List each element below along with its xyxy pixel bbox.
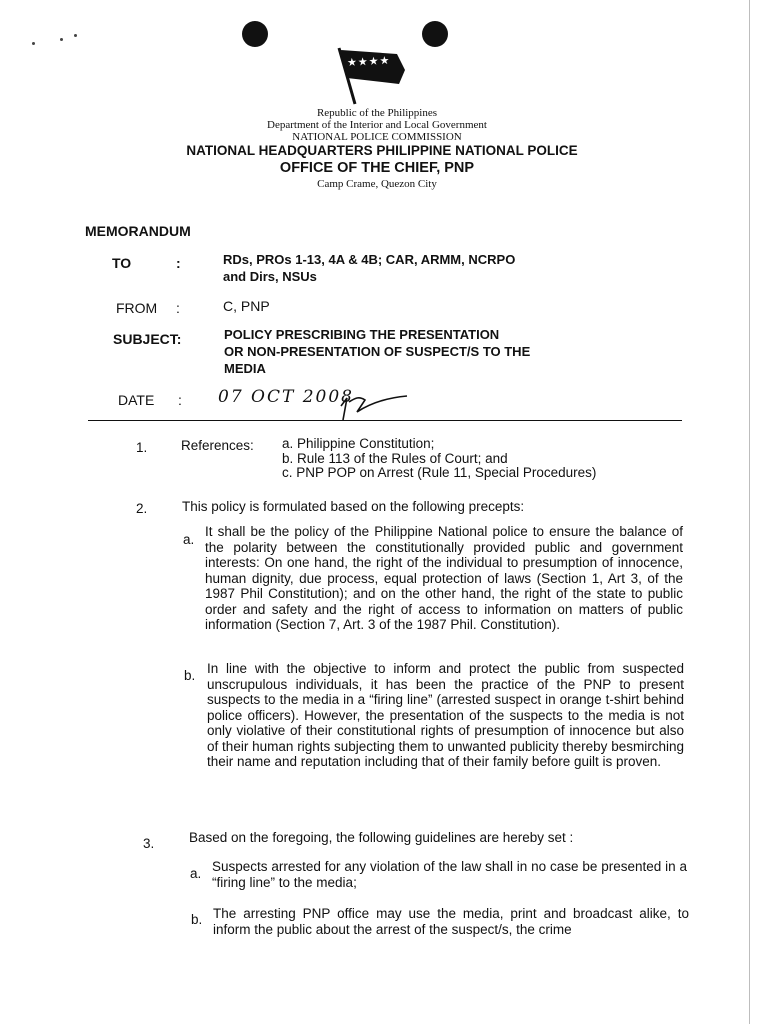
scan-speck	[60, 38, 63, 41]
date-value-handwritten: 07 OCT 2008	[218, 387, 354, 407]
subject-line-1: POLICY PRESCRIBING THE PRESENTATION	[224, 327, 500, 342]
header-location: Camp Crame, Quezon City	[317, 178, 437, 190]
to-line-2: and Dirs, NSUs	[223, 269, 317, 284]
reference-a: a. Philippine Constitution;	[282, 436, 435, 451]
flag-stars: ★★★★	[346, 54, 391, 70]
para-2b-text: In line with the objective to inform and protect the public from suspected unscrupulous individuals, it has been the practice of the PNP to present suspects to the media in a “firing line” (arrested suspect in orange t-shirt behind police officers). However, the presentation of the suspects to the media is not only violative of their constitutional rights of presumption of innocence but also of their human rights subjecting them to unwanted publicity thereby besmirching their name and reputation including that of their family before guilt is proven.	[207, 661, 684, 769]
header-office: OFFICE OF THE CHIEF, PNP	[279, 160, 475, 176]
reference-c: c. PNP POP on Arrest (Rule 11, Special Procedures)	[282, 465, 597, 480]
from-separator: :	[176, 300, 180, 316]
para-1-number: 1.	[136, 440, 148, 455]
header-hq: NATIONAL HEADQUARTERS PHILIPPINE NATIONAL POLICE	[186, 143, 578, 158]
header-republic: Republic of the Philippines	[316, 107, 438, 119]
para-3b-text: The arresting PNP office may use the media, print and broadcast alike, to inform the public about the arrest of the suspect/s, the crime	[213, 906, 689, 937]
reference-b: b. Rule 113 of the Rules of Court; and	[282, 451, 508, 466]
subject-label: SUBJECT:	[113, 331, 182, 347]
para-3-number: 3.	[143, 836, 155, 851]
from-label: FROM	[116, 300, 158, 316]
para-3-text: Based on the foregoing, the following guidelines are hereby set :	[189, 830, 574, 845]
to-separator: :	[176, 255, 181, 271]
memo-title: MEMORANDUM	[85, 223, 191, 239]
punch-hole-left	[242, 21, 268, 47]
para-2a-letter: a.	[183, 532, 195, 547]
date-label: DATE	[118, 392, 155, 408]
to-label: TO	[112, 255, 132, 271]
para-3a-letter: a.	[190, 866, 202, 881]
date-separator: :	[178, 392, 182, 408]
scan-speck	[32, 42, 35, 45]
para-2-text: This policy is formulated based on the following precepts:	[182, 499, 525, 514]
para-3b-letter: b.	[191, 912, 203, 927]
para-2b-letter: b.	[184, 668, 196, 683]
scan-speck	[74, 34, 77, 37]
header-department: Department of the Interior and Local Government	[267, 119, 487, 131]
header-commission: NATIONAL POLICE COMMISSION	[292, 131, 462, 143]
pnp-flag-logo	[325, 40, 415, 106]
header-rule	[88, 420, 682, 421]
initials-signature	[335, 386, 415, 422]
para-3a-text: Suspects arrested for any violation of the law shall in no case be presented in a “firing line” to the media;	[212, 859, 687, 890]
punch-hole-right	[422, 21, 448, 47]
references-label: References:	[181, 438, 254, 453]
to-line-1: RDs, PROs 1-13, 4A & 4B; CAR, ARMM, NCRPO	[223, 252, 516, 267]
subject-line-3: MEDIA	[224, 361, 266, 376]
from-value: C, PNP	[223, 298, 270, 314]
scan-edge-line	[749, 0, 750, 1024]
para-2a-text: It shall be the policy of the Philippine National police to ensure the balance of the polarity between the constitutionally provided public and government interests: On one hand, the right of the individual to presumption of innocence, human dignity, due process, equal protection of laws (Section 1, Art 3, of the 1987 Phil Constitution); and on the other hand, the right of the state to public order and safety and the right of access to information on matters of public information (Section 7, Art. 3 of the 1987 Phil. Constitution).	[205, 524, 683, 632]
subject-line-2: OR NON-PRESENTATION OF SUSPECT/S TO THE	[224, 344, 531, 359]
para-2-number: 2.	[136, 501, 148, 516]
